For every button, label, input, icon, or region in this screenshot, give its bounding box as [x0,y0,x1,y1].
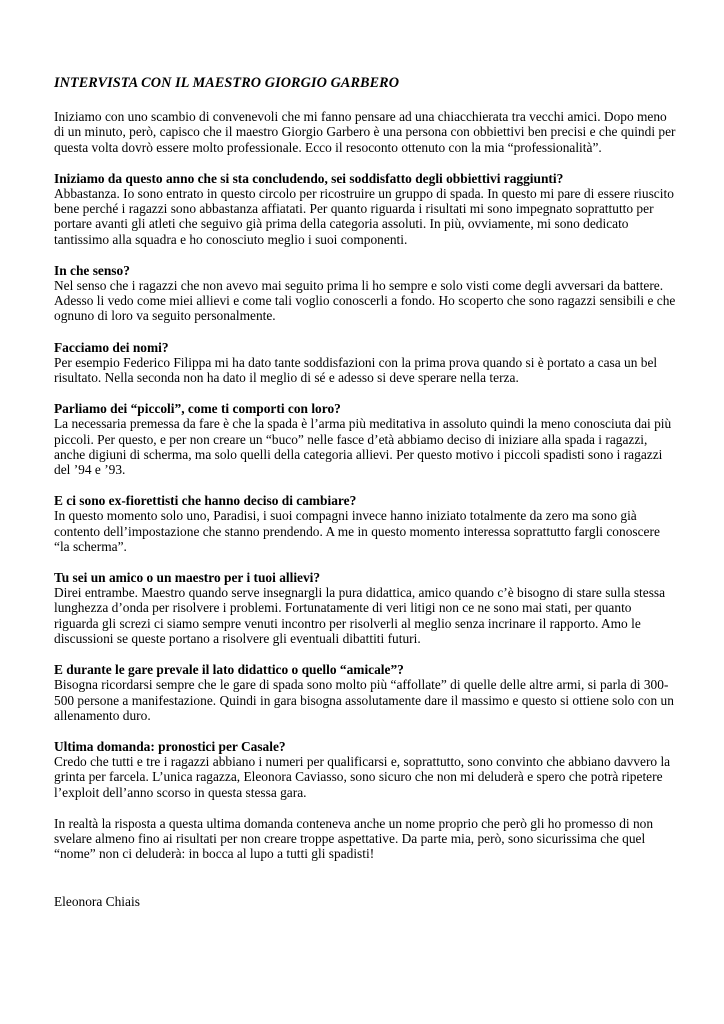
question-8: Ultima domanda: pronostici per Casale? [54,738,286,754]
qa-block-3 [54,340,678,386]
question-1: Iniziamo da questo anno che si sta concludendo, sei soddisfatto degli obbiettivi raggiunti? [54,170,564,186]
answer-5: In questo momento solo uno, Paradisi, i suoi compagni invece hanno iniziato totalmente da zero ma sono già contento dell’impostazione che stanno prendendo. A me in questo momento interessa soprattutto fargli conoscere “la scherma”. [54,508,660,554]
qa-block-4 [54,401,678,477]
question-6: Tu sei un amico o un maestro per i tuoi allievi? [54,570,321,586]
qa-block-2 [54,263,678,324]
question-3: Facciamo dei nomi? [54,339,169,355]
answer-2: Nel senso che i ragazzi che non avevo mai seguito prima li ho sempre e solo visti come degli avversari da battere. Adesso li vedo come miei allievi e come tali voglio conoscerli a fondo. Ho scoperto che sono ragazzi sensibili e che ognuno di loro va seguito personalmente. [54,278,676,324]
answer-3: Per esempio Federico Filippa mi ha dato tante soddisfazioni con la prima prova quando si è portato a casa un bel risultato. Nella seconda non ha dato il meglio di sé e adesso si deve sperare nella terza. [54,354,658,386]
qa-block-8 [54,739,678,800]
closing-paragraph: In realtà la risposta a questa ultima domanda conteneva anche un nome proprio che però gli ho promesso di non svelare almeno fino ai risultati per non creare troppe aspettative. Da parte mia, però, sono sicurissima che quel “nome” non ci deluderà: in bocca al lupo a tutti gli spadisti! [54,815,654,862]
qa-block-1 [54,171,678,247]
qa-block-6 [54,570,678,646]
answer-4: La necessaria premessa da fare è che la spada è l’arma più meditativa in assoluto quindi la meno conosciuta dai più piccoli. Per questo, e per non creare un “buco” nelle fasce d’età abbiamo deciso di iniziare alla spada i ragazzi, anche digiuni di scherma, ma solo quelli della categoria allievi. Per questo motivo i piccoli spadisti sono i ragazzi del ’94 e ’93. [54,416,672,478]
document-title: INTERVISTA CON IL MAESTRO GIORGIO GARBERO [54,75,400,91]
question-4: Parliamo dei “piccoli”, come ti comporti con loro? [54,401,341,417]
qa-block-5 [54,493,678,554]
document-page [54,76,678,910]
question-7: E durante le gare prevale il lato didattico o quello “amicale”? [54,662,404,678]
answer-6: Direi entrambe. Maestro quando serve insegnargli la pura didattica, amico quando c’è bisogno di stare sulla stessa lunghezza d’onda per risolvere i problemi. Fortunatamente di veri litigi non ce ne sono mai stati, per quanto riguarda gli screzi ci siamo sempre venuti incontro per risolverli al meglio senza incrinare il rapporto. Amo le discussioni se queste portano a risolvere gli eventuali dibattiti futuri. [54,585,666,646]
answer-8: Credo che tutti e tre i ragazzi abbiano i numeri per qualificarsi e, soprattutto, sono convinto che abbiano davvero la grinta per farcela. L’unica ragazza, Eleonora Caviasso, sono sicuro che non mi deluderà e spero che potrà ripetere l’exploit dell’anno scorso in questa stessa gara. [54,754,671,800]
question-5: E ci sono ex-fiorettisti che hanno deciso di cambiare? [54,493,357,509]
author-signature: Eleonora Chiais [54,894,140,910]
answer-1: Abbastanza. Io sono entrato in questo circolo per ricostruire un gruppo di spada. In questo mi pare di essere riuscito bene perché i ragazzi sono abbastanza affiatati. Per quanto riguarda i risultati mi sono impegnato soprattutto per portare avanti gli atleti che seguivo già prima della categoria assoluti. In più, ovviamente, mi sono dedicato tantissimo alla squadra e ho conosciuto meglio i suoi componenti. [54,186,674,247]
answer-7: Bisogna ricordarsi sempre che le gare di spada sono molto più “affollate” di quelle delle altre armi, si parla di 300-500 persone a manifestazione. Quindi in gara bisogna assolutamente dare il massimo e questo si ottiene solo con un allenamento duro. [54,677,674,723]
question-2: In che senso? [54,262,130,278]
intro-paragraph: Iniziamo con uno scambio di convenevoli che mi fanno pensare ad una chiacchierata tra vecchi amici. Dopo meno di un minuto, però, capisco che il maestro Giorgio Garbero è una persona con obbiettivi ben precisi e che quindi per questa volta dovrò essere molto professionale. Ecco il resoconto ottenuto con la mia “professionalità”. [54,109,676,155]
qa-block-7 [54,662,678,723]
